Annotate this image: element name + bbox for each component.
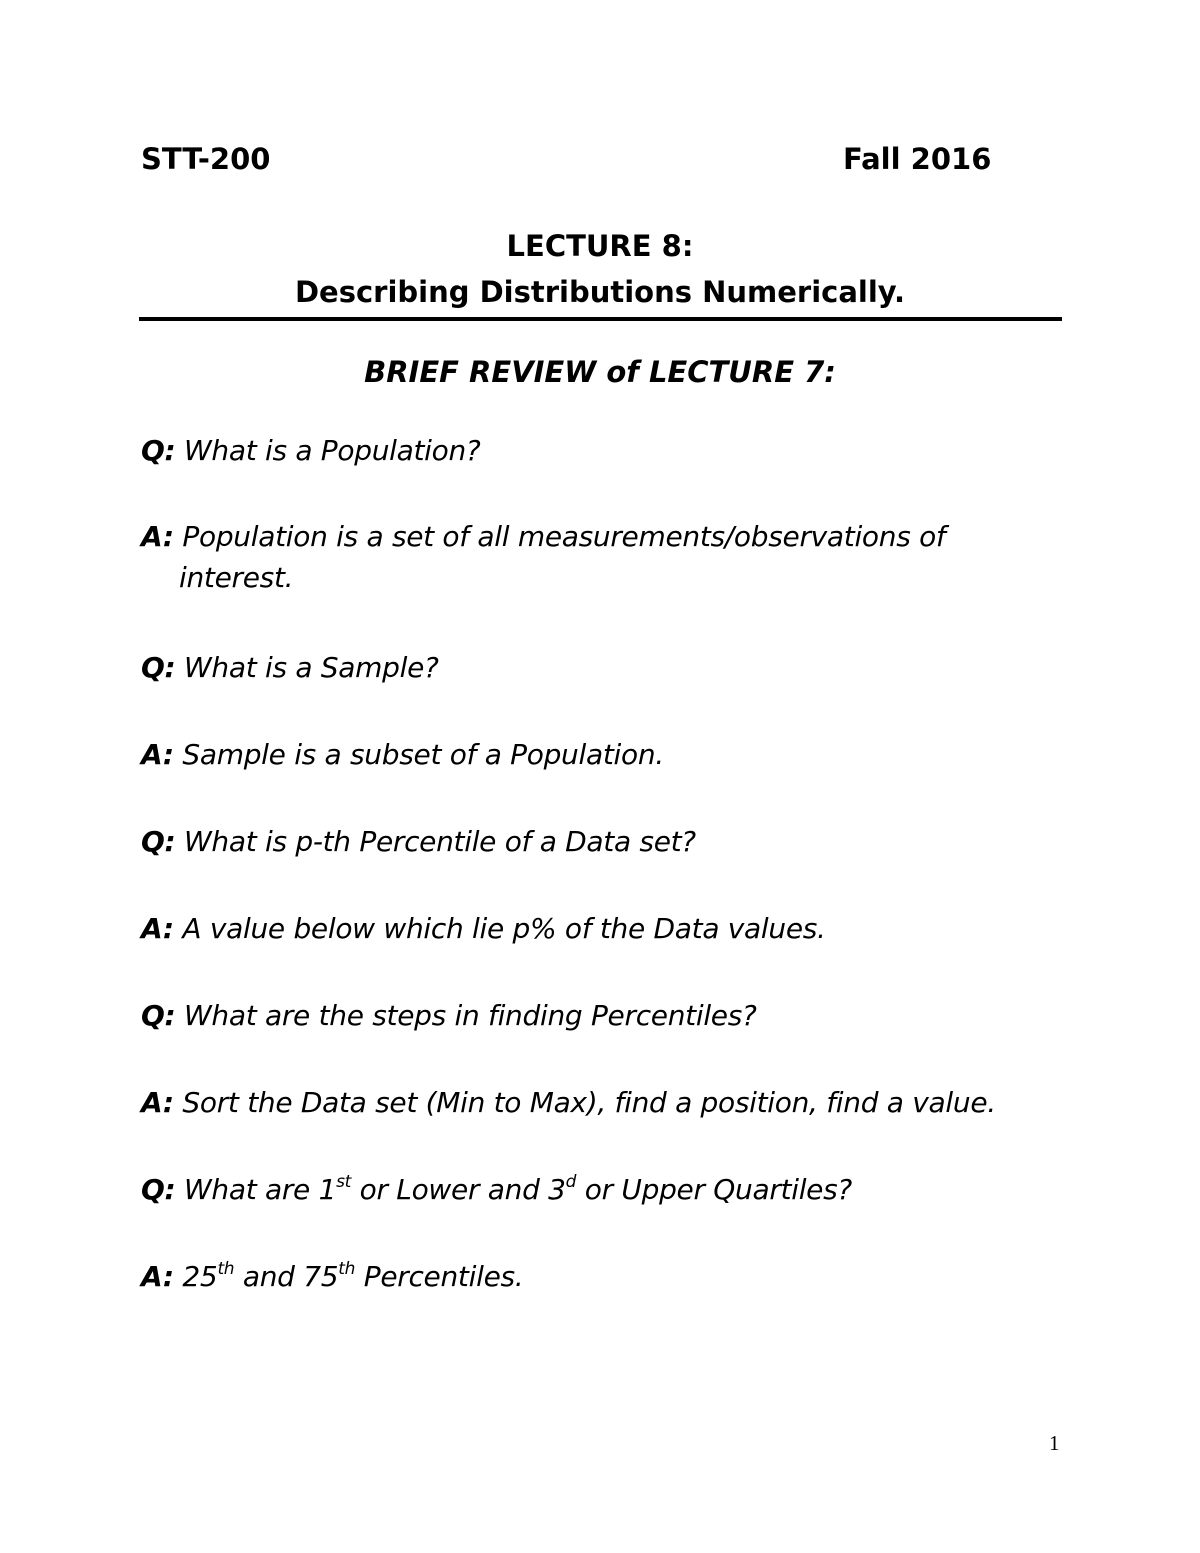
answer-mark: A:: [141, 1260, 174, 1293]
ordinal-suffix: d: [565, 1171, 577, 1192]
title-divider: [139, 317, 1062, 321]
question-text: What is a Sample?: [184, 651, 439, 684]
question-percentile: [141, 825, 696, 858]
answer-text: Population is a set of all measurements/observations of: [182, 520, 946, 553]
lecture-subtitle: Describing Distributions Numerically.: [294, 275, 906, 309]
ordinal-suffix: st: [336, 1171, 352, 1192]
answer-text-part: and 75: [234, 1260, 339, 1293]
question-text-part: or Upper Quartiles?: [576, 1173, 852, 1206]
question-quartiles: [141, 1173, 852, 1206]
answer-text-part: 25: [182, 1260, 218, 1293]
question-mark: Q:: [141, 1173, 176, 1206]
answer-sample: [141, 738, 664, 771]
answer-mark: A:: [141, 520, 174, 553]
question-percentile-steps: [141, 999, 757, 1032]
answer-percentile: [141, 912, 826, 945]
answer-quartiles: [141, 1260, 523, 1293]
answer-mark: A:: [141, 738, 174, 771]
answer-text-part: Percentiles.: [355, 1260, 524, 1293]
ordinal-suffix: th: [217, 1258, 235, 1279]
question-mark: Q:: [141, 651, 176, 684]
question-text-part: or Lower and 3: [351, 1173, 566, 1206]
lecture-title: LECTURE 8:: [506, 229, 694, 263]
answer-percentile-steps: [141, 1086, 996, 1119]
question-population: [141, 434, 480, 467]
question-mark: Q:: [141, 825, 176, 858]
answer-text-continued: interest.: [179, 561, 294, 594]
question-mark: Q:: [141, 434, 176, 467]
answer-population: [141, 520, 946, 594]
answer-text: Sample is a subset of a Population.: [182, 738, 664, 771]
question-text: What is a Population?: [184, 434, 481, 467]
question-mark: Q:: [141, 999, 176, 1032]
ordinal-suffix: th: [338, 1258, 356, 1279]
answer-mark: A:: [141, 912, 174, 945]
answer-text: A value below which lie p% of the Data values.: [182, 912, 826, 945]
term: Fall 2016: [843, 142, 992, 176]
answer-text: Sort the Data set (Min to Max), find a position, find a value.: [182, 1086, 996, 1119]
question-text-part: What are 1: [184, 1173, 337, 1206]
answer-mark: A:: [141, 1086, 174, 1119]
course-code: STT-200: [141, 142, 271, 176]
page-number: 1: [1049, 1431, 1060, 1455]
question-sample: [141, 651, 439, 684]
review-heading: BRIEF REVIEW of LECTURE 7:: [364, 355, 836, 389]
question-text: What is p-th Percentile of a Data set?: [184, 825, 696, 858]
question-text: What are the steps in finding Percentiles?: [184, 999, 757, 1032]
